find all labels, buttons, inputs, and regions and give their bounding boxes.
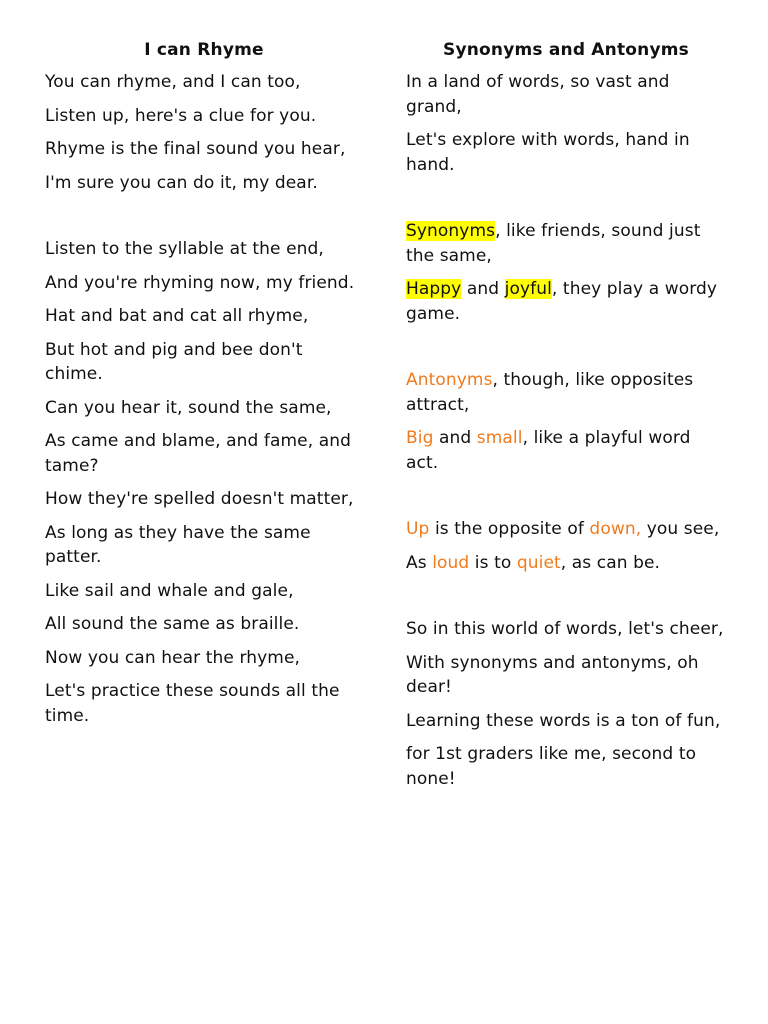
poem-line <box>406 651 726 700</box>
poem-line <box>45 171 363 196</box>
line-text: So in this world of words, let's cheer, <box>406 619 724 639</box>
line-text: You can rhyme, and I can too, <box>45 72 301 92</box>
poem-line <box>406 368 726 417</box>
line-text: and <box>433 428 477 448</box>
poem-line <box>45 679 363 728</box>
poem-line <box>45 429 363 478</box>
line-text: All sound the same as braille. <box>45 614 300 634</box>
poem-column-synonyms-antonyms <box>406 38 726 800</box>
line-text: I'm sure you can do it, my dear. <box>45 172 318 193</box>
stanza-gap <box>406 484 726 517</box>
antonym-word: Big <box>406 428 434 448</box>
line-text: is the opposite of <box>429 519 590 539</box>
line-text: , as can be. <box>560 552 661 573</box>
antonym-word: loud <box>432 552 470 573</box>
line-text: , though, like opposites attract, <box>406 370 694 415</box>
line-text: Let's explore with words, hand in hand. <box>406 130 690 175</box>
stanza-gap <box>406 335 726 368</box>
line-text: is to <box>469 552 517 573</box>
poem-line <box>45 338 363 387</box>
poem-line <box>406 426 726 475</box>
line-text: As came and blame, and fame, and tame? <box>45 431 352 476</box>
poem-line <box>45 396 363 421</box>
antonym-word: Antonyms <box>406 370 493 390</box>
line-text: Let's practice these sounds all the time. <box>45 681 340 726</box>
stanza-gap <box>406 584 726 617</box>
poem-line <box>406 551 726 576</box>
line-text: As long as they have the same patter. <box>45 522 311 567</box>
poem-line <box>406 128 726 177</box>
line-text: Listen to the syllable at the end, <box>45 239 324 259</box>
poem-column-rhyme <box>45 38 363 737</box>
stanza-gap <box>406 186 726 219</box>
antonym-word: down, <box>589 519 642 539</box>
poem-line <box>406 517 726 542</box>
poem-line <box>45 304 363 329</box>
stanza-gap <box>45 204 363 237</box>
line-text: Now you can hear the rhyme, <box>45 647 301 668</box>
poem-line <box>45 104 363 129</box>
line-text: , they play a wordy game. <box>406 279 718 324</box>
line-text: But hot and pig and bee don't chime. <box>45 339 303 384</box>
antonym-word: small <box>476 428 523 448</box>
line-text: Listen up, here's a clue for you. <box>45 105 317 126</box>
poem-line <box>45 579 363 604</box>
synonym-word: Happy <box>406 279 462 299</box>
poem-line <box>406 617 726 642</box>
line-text: for 1st graders like me, second to none! <box>406 744 697 789</box>
poem-line <box>45 137 363 162</box>
line-text: Rhyme is the final sound you hear, <box>45 139 346 159</box>
poem-line <box>45 271 363 296</box>
poem-line <box>45 521 363 570</box>
poem-body <box>45 70 363 728</box>
poem-line <box>45 612 363 637</box>
line-text: Learning these words is a ton of fun, <box>406 710 721 731</box>
antonym-word: Up <box>406 519 430 539</box>
poem-line <box>406 70 726 119</box>
line-text: As <box>406 552 433 573</box>
line-text: Can you hear it, sound the same, <box>45 397 332 418</box>
line-text: you see, <box>641 519 720 539</box>
poem-line <box>406 219 726 268</box>
poem-title: I can Rhyme <box>144 40 264 60</box>
poem-line <box>406 742 726 791</box>
poem-line <box>406 277 726 326</box>
line-text: and <box>461 279 505 299</box>
poem-line <box>406 709 726 734</box>
poem-line <box>45 70 363 95</box>
line-text: , like friends, sound just the same, <box>406 221 701 266</box>
line-text: Hat and bat and cat all rhyme, <box>45 306 309 326</box>
poem-line <box>45 237 363 262</box>
synonym-word: joyful <box>504 279 552 299</box>
poem-title: Synonyms and Antonyms <box>443 40 689 60</box>
line-text: And you're rhyming now, my friend. <box>45 272 355 293</box>
synonym-word: Synonyms <box>406 221 496 241</box>
poem-line <box>45 487 363 512</box>
line-text: With synonyms and antonyms, oh dear! <box>406 652 699 697</box>
poem-line <box>45 646 363 671</box>
line-text: Like sail and whale and gale, <box>45 580 294 601</box>
line-text: , like a playful word act. <box>406 428 691 473</box>
poem-body <box>406 70 726 791</box>
line-text: In a land of words, so vast and grand, <box>406 72 670 117</box>
line-text: How they're spelled doesn't matter, <box>45 489 354 509</box>
antonym-word: quiet <box>516 552 561 573</box>
